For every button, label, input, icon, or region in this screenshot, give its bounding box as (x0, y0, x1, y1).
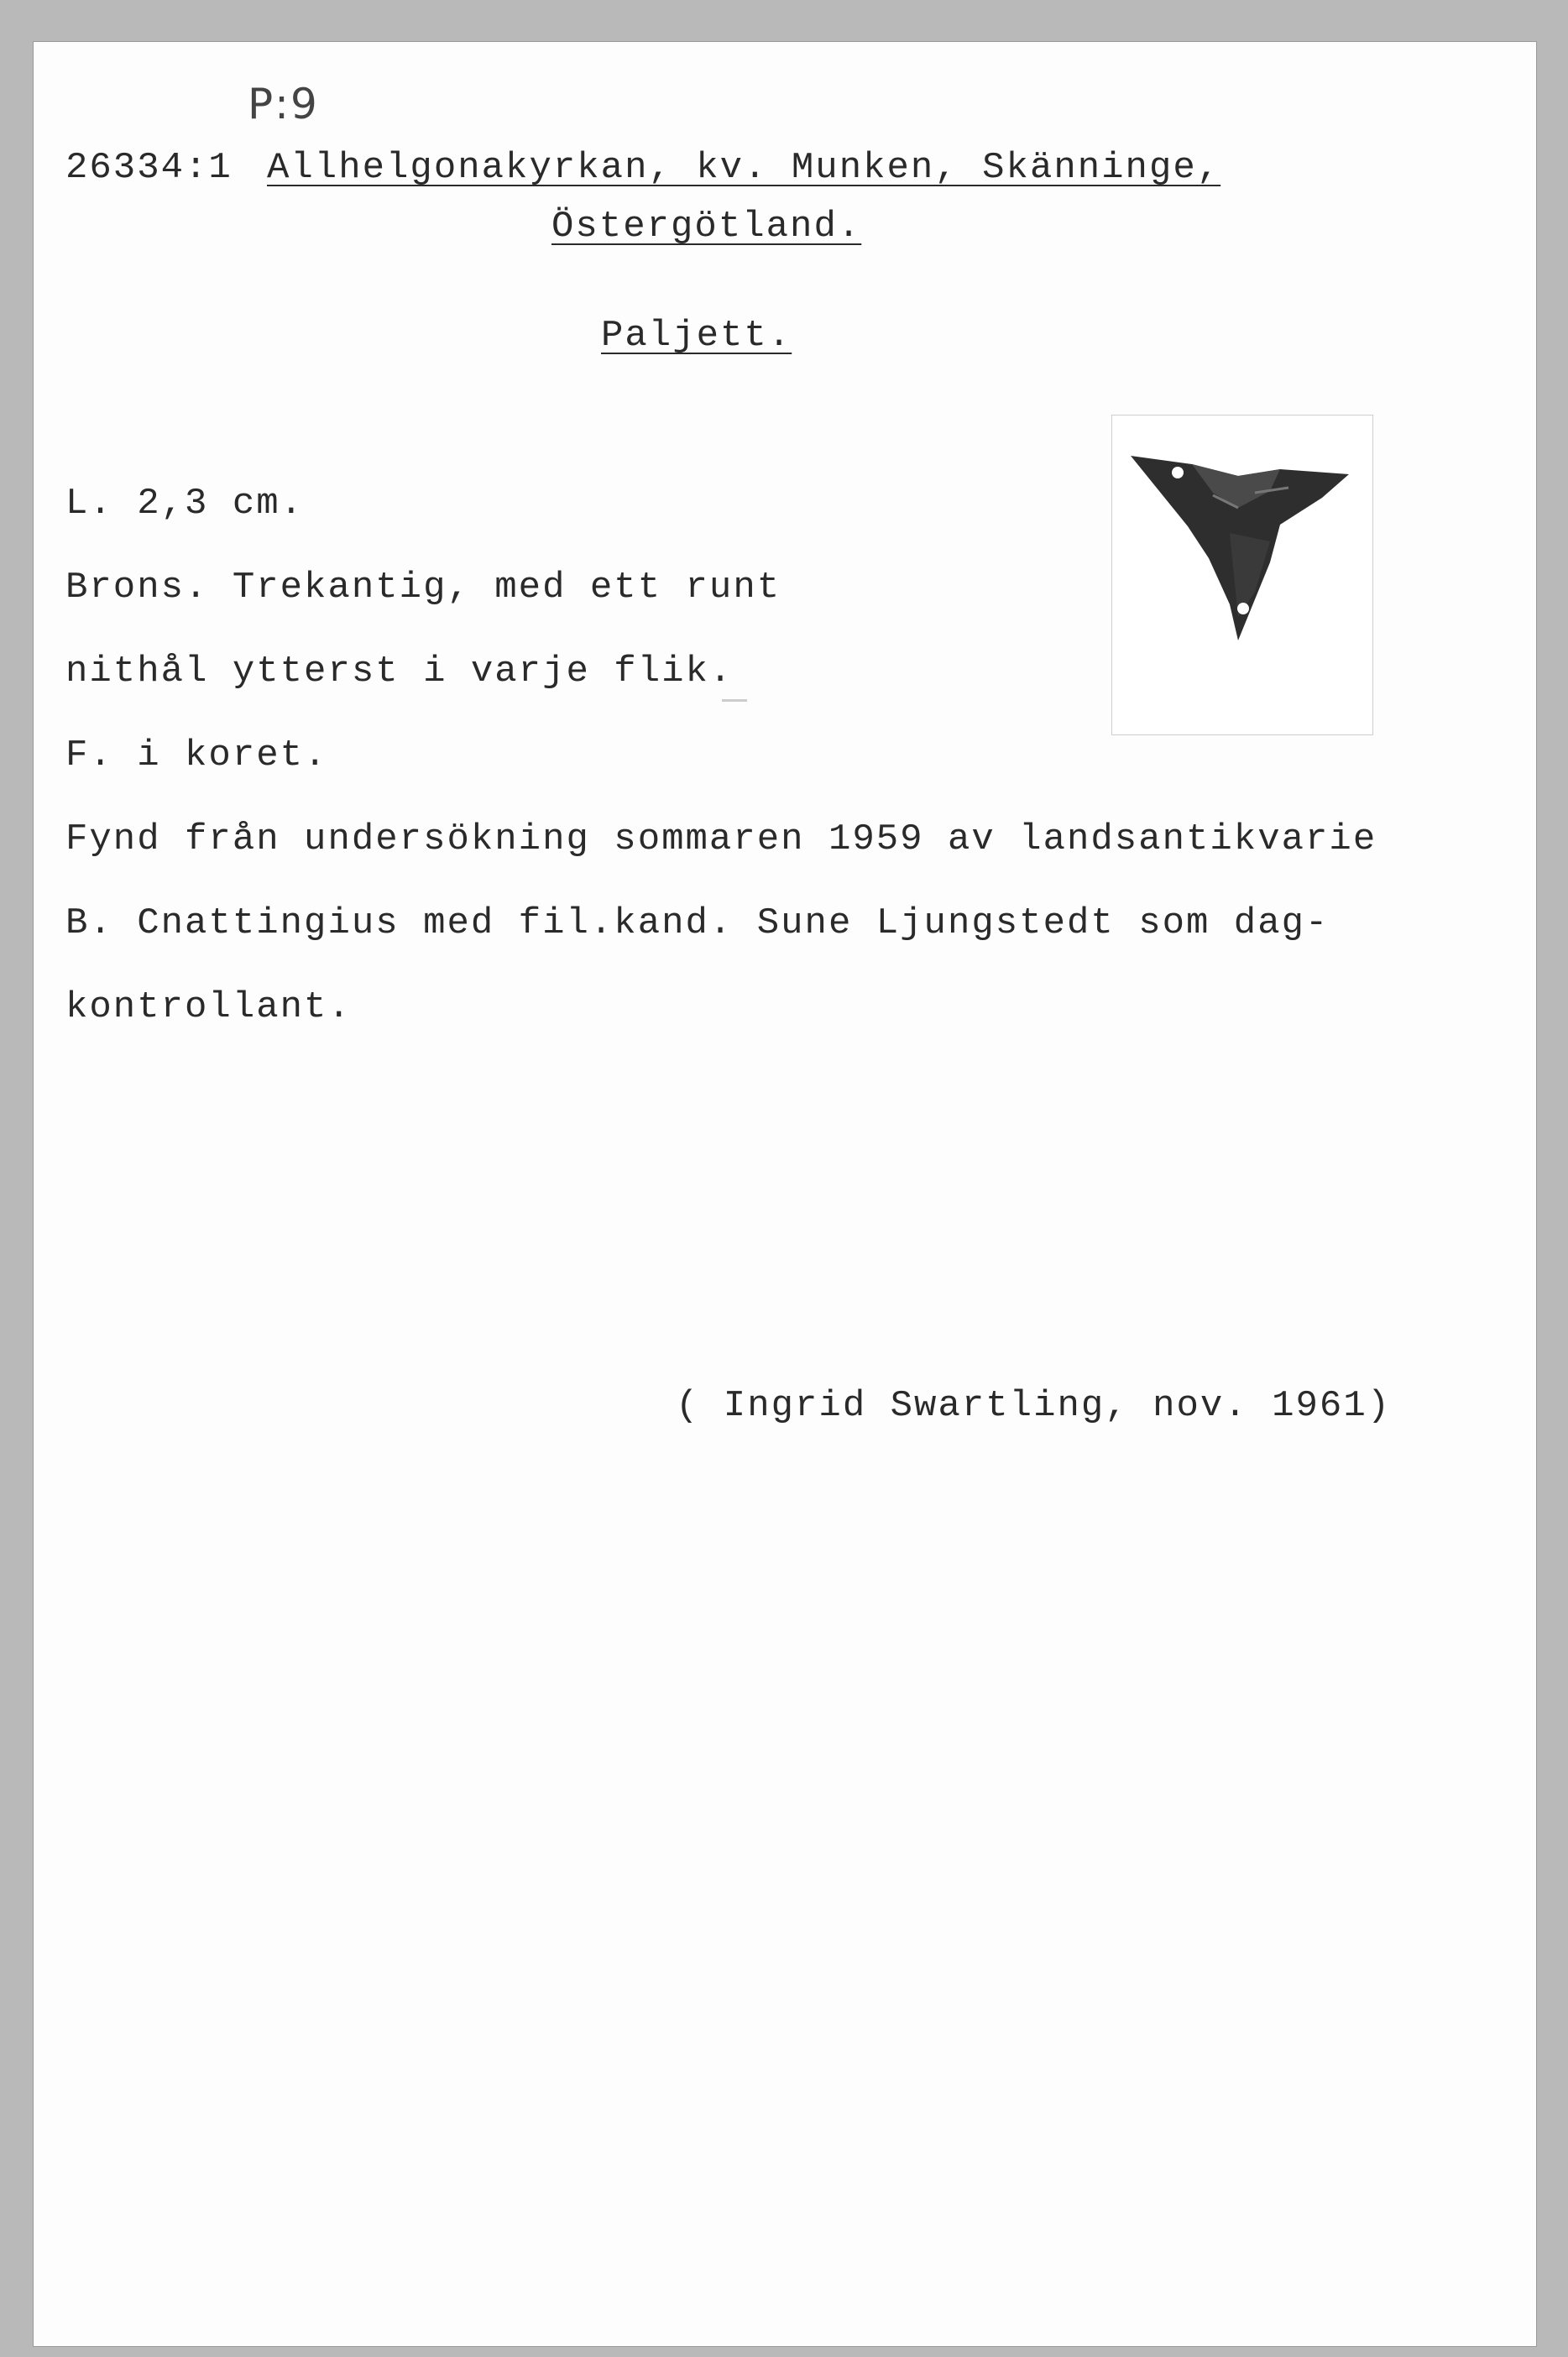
find-location: F. i koret. (65, 734, 328, 776)
paper-speck (722, 699, 747, 702)
catalog-card (34, 42, 1536, 2346)
location-line-1: Allhelgonakyrkan, kv. Munken, Skänninge, (267, 147, 1221, 189)
note-line-3: kontrollant. (65, 986, 352, 1028)
note-line-1: Fynd från undersökning sommaren 1959 av landsantikvarie (65, 818, 1377, 860)
location-line-2: Östergötland. (551, 206, 862, 248)
length-text: L. 2,3 cm. (65, 483, 305, 525)
object-title: Paljett. (601, 315, 792, 357)
handwritten-mark: P:9 (248, 80, 319, 128)
artifact-photo (1111, 415, 1373, 735)
rivet-hole-left (1172, 467, 1184, 478)
rivet-hole-bottom (1237, 603, 1249, 614)
description-line-1: Brons. Trekantig, med ett runt (65, 567, 781, 609)
sequin-image (1112, 415, 1372, 734)
note-line-2: B. Cnattingius med fil.kand. Sune Ljungstedt som dag- (65, 902, 1330, 944)
description-line-2: nithål ytterst i varje flik. (65, 651, 734, 692)
signature-line: ( Ingrid Swartling, nov. 1961) (676, 1385, 1392, 1427)
catalog-number: 26334:1 (65, 147, 233, 189)
